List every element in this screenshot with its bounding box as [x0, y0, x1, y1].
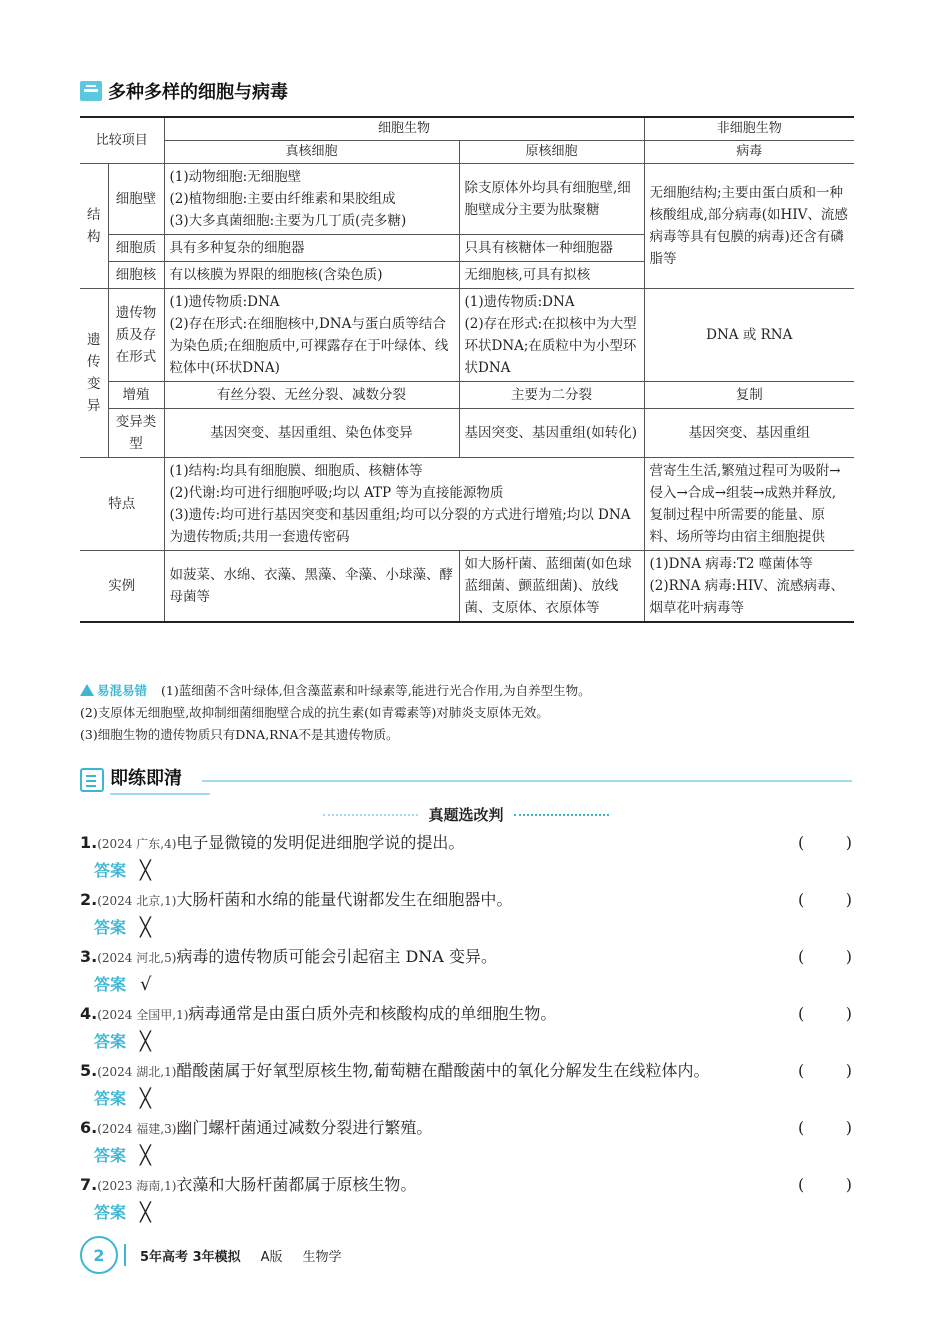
genetic-material-prokaryote: (1)遗传物质:DNA (2)存在形式:在拟核中为大型环状DNA;在质粒中为小型环状DNA — [459, 289, 644, 382]
row-label-examples: 实例 — [80, 551, 164, 623]
question-source: (2024 北京,1) — [97, 894, 177, 908]
warning-line-1: (1)蓝细菌不含叶绿体,但含藻蓝素和叶绿素等,能进行光合作用,为自养型生物。 — [161, 683, 591, 698]
paren-open: ( — [798, 833, 805, 852]
paren-close: ) — [845, 1118, 852, 1137]
question-text: 大肠杆菌和水绵的能量代谢都发生在细胞器中。 — [176, 890, 513, 909]
nucleus-prokaryote: 无细胞核,可具有拟核 — [459, 262, 644, 289]
practice-divider — [202, 780, 852, 782]
answer-row — [94, 1031, 151, 1053]
answer-mark: √ — [140, 974, 152, 995]
warning-icon — [80, 684, 94, 696]
warning-line-3: (3)细胞生物的遗传物质只有DNA,RNA不是其遗传物质。 — [80, 727, 399, 742]
question-source: (2024 湖北,1) — [97, 1065, 177, 1079]
nucleus-eukaryote: 有以核膜为界限的细胞核(含染色质) — [164, 262, 459, 289]
question-source: (2024 河北,5) — [97, 951, 177, 965]
practice-subheader — [80, 804, 852, 825]
footer-subject: 生物学 — [302, 1249, 342, 1265]
paren-open: ( — [798, 1061, 805, 1080]
question-number: 2. — [80, 890, 98, 909]
footer-divider — [124, 1244, 134, 1266]
answer-mark: ╳ — [140, 1088, 151, 1109]
question-text: 电子显微镜的发明促进细胞学说的提出。 — [176, 833, 465, 852]
row-label-reproduction: 增殖 — [108, 382, 164, 409]
question-item — [80, 1174, 852, 1197]
header-virus: 病毒 — [644, 141, 854, 164]
question-text: 衣藻和大肠杆菌都属于原核生物。 — [176, 1175, 417, 1194]
paren-open: ( — [798, 890, 805, 909]
practice-underline — [110, 793, 210, 795]
paren-close: ) — [845, 890, 852, 909]
comparison-table — [80, 116, 854, 623]
question-source: (2023 海南,1) — [97, 1179, 177, 1193]
question-item — [80, 832, 852, 855]
question-number: 3. — [80, 947, 98, 966]
cytoplasm-prokaryote: 只具有核糖体一种细胞器 — [459, 235, 644, 262]
paren-open: ( — [798, 947, 805, 966]
answer-label: 答案 — [94, 1032, 127, 1051]
answer-label: 答案 — [94, 918, 127, 937]
answer-row — [94, 1088, 151, 1110]
footer-series: 5年高考 3年模拟 — [140, 1249, 241, 1265]
paren-close: ) — [845, 947, 852, 966]
question-item — [80, 1060, 852, 1083]
section-title: 多种多样的细胞与病毒 — [108, 82, 288, 103]
practice-subtitle: 真题选改判 — [428, 806, 504, 824]
question-source: (2024 广东,4) — [97, 837, 177, 851]
question-source: (2024 福建,3) — [97, 1122, 177, 1136]
genetic-material-virus: DNA 或 RNA — [644, 289, 854, 382]
paren-open: ( — [798, 1004, 805, 1023]
question-number: 1. — [80, 833, 98, 852]
paren-open: ( — [798, 1175, 805, 1194]
paren-close: ) — [845, 1004, 852, 1023]
row-label-variation: 变异类型 — [108, 409, 164, 458]
header-cellular: 细胞生物 — [164, 117, 644, 141]
reproduction-eukaryote: 有丝分裂、无丝分裂、减数分裂 — [164, 382, 459, 409]
answer-mark: ╳ — [140, 860, 151, 881]
answer-mark: ╳ — [140, 917, 151, 938]
question-item — [80, 946, 852, 969]
question-number: 7. — [80, 1175, 98, 1194]
features-cellular: (1)结构:均具有细胞膜、细胞质、核糖体等 (2)代谢:均可进行细胞呼吸;均以 ATP 等为直接能源物质 (3)遗传:均可进行基因突变和基因重组;均可以分裂的方式进行增殖;均以 DNA 为遗传物质;共用一套遗传密码 — [164, 458, 644, 551]
page-number: 2 — [80, 1236, 118, 1274]
paren-open: ( — [798, 1118, 805, 1137]
cytoplasm-eukaryote: 具有多种复杂的细胞器 — [164, 235, 459, 262]
paren-close: ) — [845, 1175, 852, 1194]
question-source: (2024 全国甲,1) — [97, 1008, 189, 1022]
footer-edition: A版 — [260, 1249, 283, 1265]
row-label-features: 特点 — [80, 458, 164, 551]
practice-title: 即练即清 — [110, 768, 182, 789]
variation-virus: 基因突变、基因重组 — [644, 409, 854, 458]
row-label-genetic-material: 遗传物质及存在形式 — [108, 289, 164, 382]
question-number: 6. — [80, 1118, 98, 1137]
question-item — [80, 1117, 852, 1140]
examples-prokaryote: 如大肠杆菌、蓝细菌(如色球蓝细菌、颤蓝细菌)、放线菌、支原体、衣原体等 — [459, 551, 644, 623]
notebook-icon — [80, 768, 104, 792]
answer-blank[interactable] — [798, 946, 852, 968]
paren-close: ) — [845, 1061, 852, 1080]
warning-tag: 易混易错 — [97, 683, 148, 698]
answer-label: 答案 — [94, 1089, 127, 1108]
answer-label: 答案 — [94, 1146, 127, 1165]
answer-label: 答案 — [94, 975, 127, 994]
answer-blank[interactable] — [798, 1174, 852, 1196]
structure-virus: 无细胞结构;主要由蛋白质和一种核酸组成,部分病毒(如HIV、流感病毒等具有包膜的病毒)还含有磷脂等 — [644, 164, 854, 289]
question-text: 幽门螺杆菌通过减数分裂进行繁殖。 — [176, 1118, 433, 1137]
group-structure: 结 构 — [80, 164, 108, 289]
question-text: 醋酸菌属于好氧型原核生物,葡萄糖在醋酸菌中的氧化分解发生在线粒体内。 — [176, 1061, 710, 1080]
question-item — [80, 889, 852, 912]
warning-note — [80, 680, 870, 746]
row-label-cell-wall: 细胞壁 — [108, 164, 164, 235]
page-footer — [80, 1238, 342, 1272]
examples-virus: (1)DNA 病毒:T2 噬菌体等 (2)RNA 病毒:HIV、流感病毒、烟草花叶病毒等 — [644, 551, 854, 623]
answer-row — [94, 1202, 151, 1224]
dots-left — [323, 814, 418, 816]
dots-right — [514, 814, 609, 816]
header-noncellular: 非细胞生物 — [644, 117, 854, 141]
answer-blank[interactable] — [798, 1117, 852, 1139]
answer-label: 答案 — [94, 861, 127, 880]
variation-eukaryote: 基因突变、基因重组、染色体变异 — [164, 409, 459, 458]
reproduction-prokaryote: 主要为二分裂 — [459, 382, 644, 409]
answer-blank[interactable] — [798, 1003, 852, 1025]
answer-row — [94, 917, 151, 939]
reproduction-virus: 复制 — [644, 382, 854, 409]
question-text: 病毒通常是由蛋白质外壳和核酸构成的单细胞生物。 — [188, 1004, 557, 1023]
answer-row — [94, 1145, 151, 1167]
row-label-cytoplasm: 细胞质 — [108, 235, 164, 262]
genetic-material-eukaryote: (1)遗传物质:DNA (2)存在形式:在细胞核中,DNA与蛋白质等结合为染色质;在细胞质中,可裸露存在于叶绿体、线粒体中(环状DNA) — [164, 289, 459, 382]
features-virus: 营寄生生活,繁殖过程可为吸附→侵入→合成→组装→成熟并释放,复制过程中所需要的能量、原料、场所等均由宿主细胞提供 — [644, 458, 854, 551]
answer-label: 答案 — [94, 1203, 127, 1222]
answer-mark: ╳ — [140, 1145, 151, 1166]
warning-line-2: (2)支原体无细胞壁,故抑制细菌细胞壁合成的抗生素(如青霉素等)对肺炎支原体无效。 — [80, 705, 549, 720]
section-header — [80, 80, 288, 102]
section-number-icon — [80, 81, 102, 101]
question-text: 病毒的遗传物质可能会引起宿主 DNA 变异。 — [176, 947, 497, 966]
answer-blank[interactable] — [798, 889, 852, 911]
question-number: 5. — [80, 1061, 98, 1080]
header-compare: 比较项目 — [80, 117, 164, 164]
paren-close: ) — [845, 833, 852, 852]
group-heredity: 遗 传 变 异 — [80, 289, 108, 458]
variation-prokaryote: 基因突变、基因重组(如转化) — [459, 409, 644, 458]
answer-mark: ╳ — [140, 1202, 151, 1223]
cell-wall-eukaryote: (1)动物细胞:无细胞壁 (2)植物细胞:主要由纤维素和果胶组成 (3)大多真菌细胞:主要为几丁质(壳多糖) — [164, 164, 459, 235]
answer-blank[interactable] — [798, 832, 852, 854]
answer-mark: ╳ — [140, 1031, 151, 1052]
row-label-nucleus: 细胞核 — [108, 262, 164, 289]
cell-wall-prokaryote: 除支原体外均具有细胞壁,细胞壁成分主要为肽聚糖 — [459, 164, 644, 235]
examples-eukaryote: 如菠菜、水绵、衣藻、黑藻、伞藻、小球藻、酵母菌等 — [164, 551, 459, 623]
practice-header — [80, 766, 852, 796]
answer-blank[interactable] — [798, 1060, 852, 1082]
answer-row — [94, 974, 152, 996]
answer-row — [94, 860, 151, 882]
question-number: 4. — [80, 1004, 98, 1023]
header-eukaryote: 真核细胞 — [164, 141, 459, 164]
question-item — [80, 1003, 852, 1026]
header-prokaryote: 原核细胞 — [459, 141, 644, 164]
